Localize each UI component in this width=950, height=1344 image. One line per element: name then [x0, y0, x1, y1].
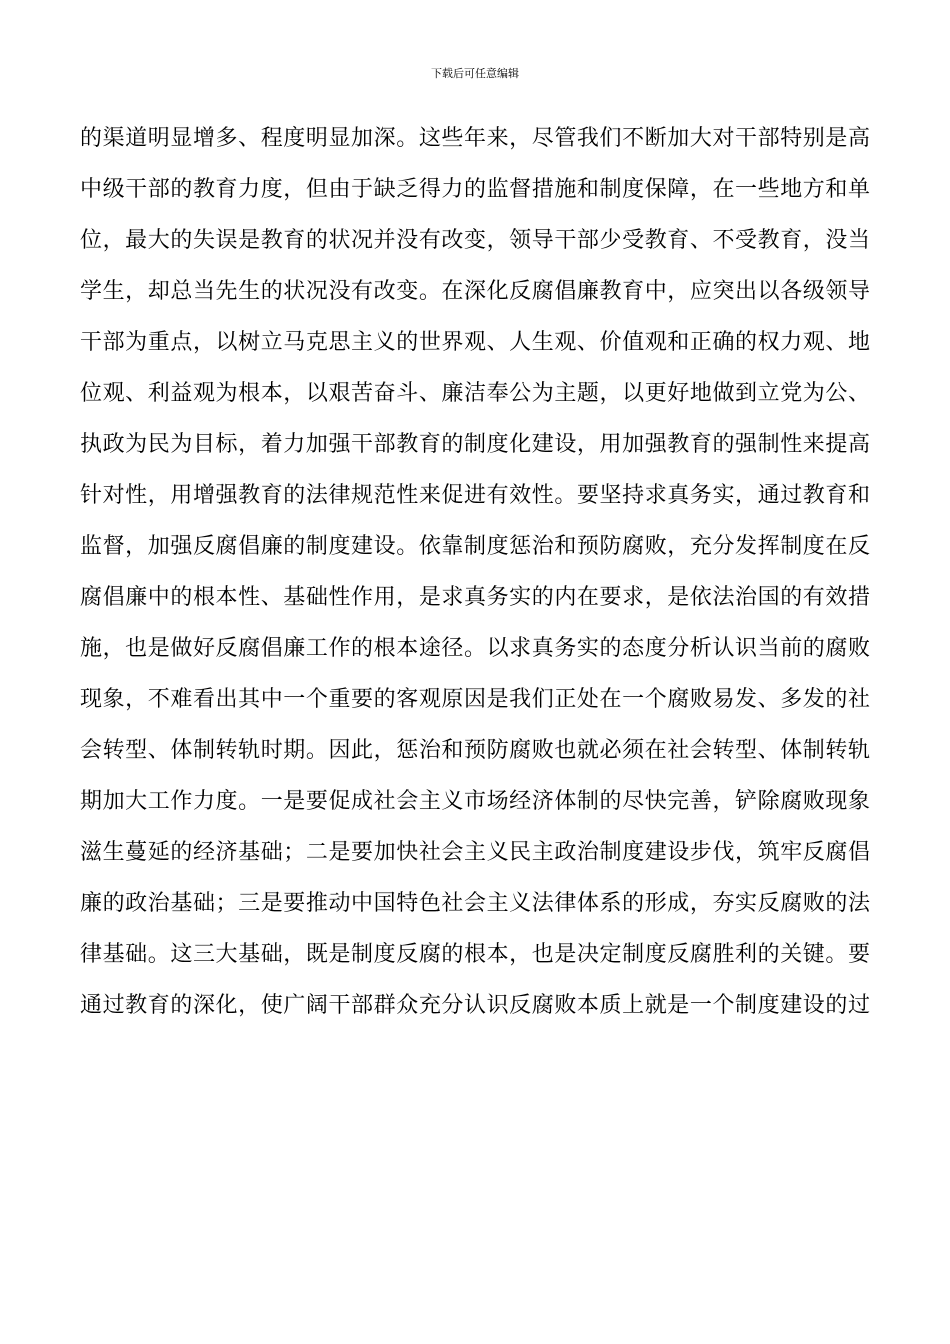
body-text-line: 现象，不难看出其中一个重要的客观原因是我们正处在一个腐败易发、多发的社 — [80, 687, 870, 712]
body-text-line: 针对性，用增强教育的法律规范性来促进有效性。要坚持求真务实，通过教育和 — [80, 483, 870, 508]
body-text-line: 廉的政治基础；三是要推动中国特色社会主义法律体系的形成，夯实反腐败的法 — [80, 891, 870, 916]
body-text-line: 位观、利益观为根本，以艰苦奋斗、廉洁奉公为主题，以更好地做到立党为公、 — [80, 381, 870, 406]
body-text-line: 律基础。这三大基础，既是制度反腐的根本，也是决定制度反腐胜利的关键。要 — [80, 942, 870, 967]
body-text-line: 通过教育的深化，使广阔干部群众充分认识反腐败本质上就是一个制度建设的过 — [80, 993, 870, 1018]
document-body — [80, 113, 870, 1031]
body-text-line: 干部为重点，以树立马克思主义的世界观、人生观、价值观和正确的权力观、地 — [80, 330, 870, 355]
body-text-line: 施，也是做好反腐倡廉工作的根本途径。以求真务实的态度分析认识当前的腐败 — [80, 636, 870, 661]
body-text-line: 中级干部的教育力度，但由于缺乏得力的监督措施和制度保障，在一些地方和单 — [80, 177, 870, 202]
body-text-line: 执政为民为目标，着力加强干部教育的制度化建设，用加强教育的强制性来提高 — [80, 432, 870, 457]
body-text-line: 腐倡廉中的根本性、基础性作用，是求真务实的内在要求，是依法治国的有效措 — [80, 585, 870, 610]
body-text-line: 的渠道明显增多、程度明显加深。这些年来，尽管我们不断加大对干部特别是高 — [80, 126, 870, 151]
body-text-line: 学生，却总当先生的状况没有改变。在深化反腐倡廉教育中，应突出以各级领导 — [80, 279, 870, 304]
body-text-line: 滋生蔓延的经济基础；二是要加快社会主义民主政治制度建设步伐，筑牢反腐倡 — [80, 840, 870, 865]
body-text-line: 位，最大的失误是教育的状况并没有改变，领导干部少受教育、不受教育，没当 — [80, 228, 870, 253]
page-header-note: 下载后可任意编辑 — [431, 67, 519, 80]
body-text-line: 期加大工作力度。一是要促成社会主义市场经济体制的尽快完善，铲除腐败现象 — [80, 789, 870, 814]
body-text-line: 监督，加强反腐倡廉的制度建设。依靠制度惩治和预防腐败，充分发挥制度在反 — [80, 534, 870, 559]
body-text-line: 会转型、体制转轨时期。因此，惩治和预防腐败也就必须在社会转型、体制转轨 — [80, 738, 870, 763]
